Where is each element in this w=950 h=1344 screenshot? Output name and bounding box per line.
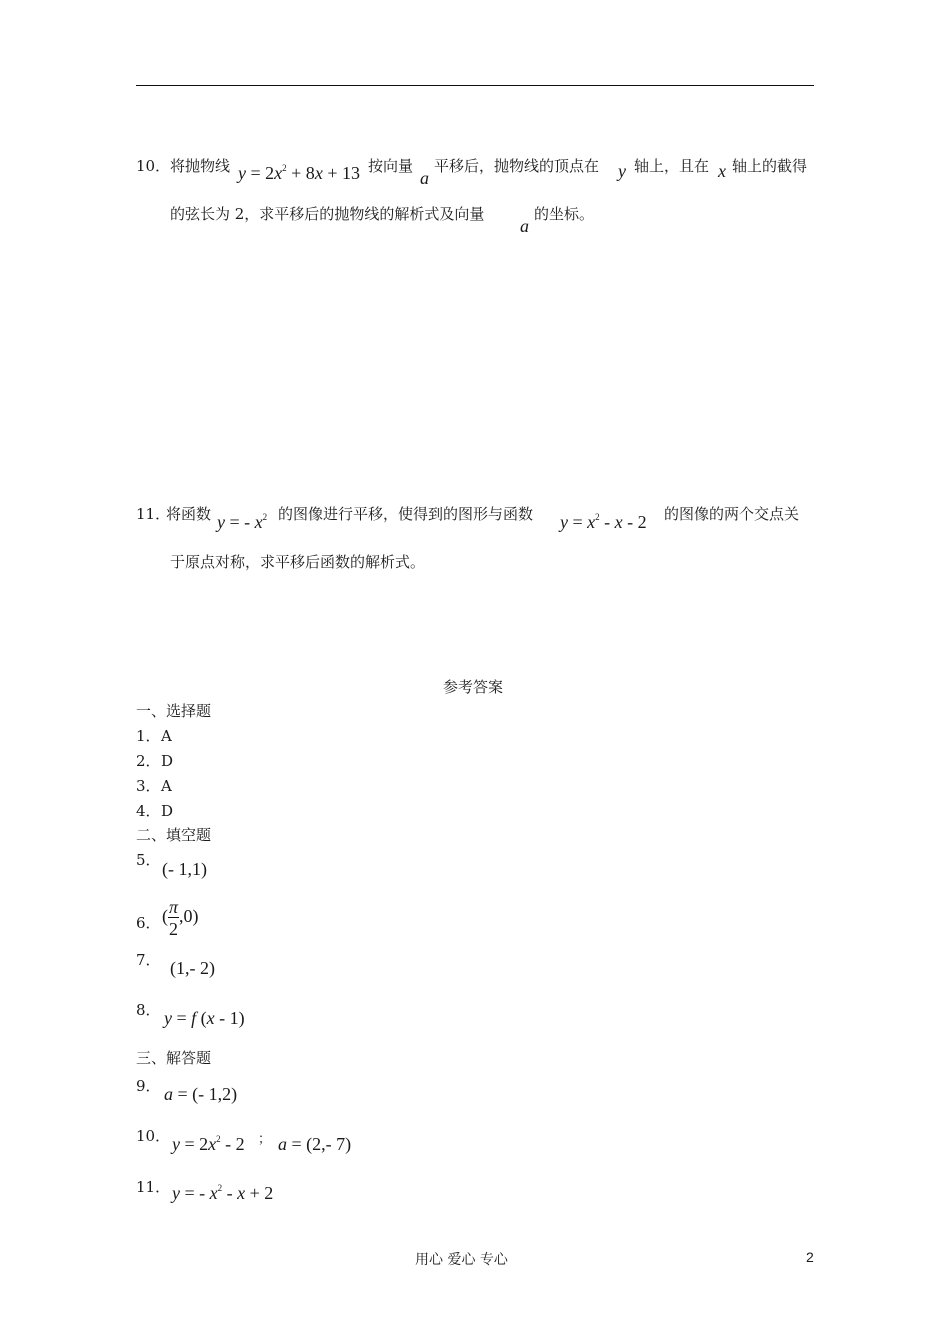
footer-slogan: 用心 爱心 专心 [415,1252,508,1268]
answer-4-number: 4． [136,802,161,820]
answer-4: D [161,802,174,820]
answer-9: a = (- 1,2) [164,1084,238,1104]
q10-line2-end: 的坐标。 [534,205,595,223]
answer-11-number: 11． [136,1178,171,1196]
answer-8: y = f (x - 1) [164,1008,245,1028]
answer-2-number: 2． [136,752,161,770]
answer-5-number: 5． [136,851,161,869]
section-fill-blank: 二、填空题 [136,826,212,844]
q10-equation: $y = 2x^2 + 8x + 13$ [238,163,360,183]
q10-text-c: 平移后，抛物线的顶点在 [434,157,600,175]
answer-10-number: 10． [136,1127,171,1145]
answer-10-equation: $y = 2x^2 - 2$ [172,1134,245,1154]
section-solutions: 三、解答题 [136,1049,212,1067]
answer-6 [162,898,199,938]
q11-equation-1: y = - $x^2$ [217,512,268,532]
q11-line2: 于原点对称，求平移后函数的解析式。 [170,553,426,571]
q10-text-e: 轴上的截得 [732,157,808,175]
q11-text-c: 的图像的两个交点关 [664,505,800,523]
q11-text-b: 的图像进行平移，使得到的图形与函数 [278,505,534,523]
q10-text-b: 按向量 [368,157,414,175]
answer-2: D [161,752,174,770]
answer-3: A [161,777,172,795]
answer-1: A [161,727,172,745]
q10-vector-a: a [420,168,429,188]
page-number: 2 [806,1249,814,1265]
answer-6-open: ( [162,906,168,927]
q11-number: 11． [136,505,171,523]
answer-7-number: 7． [136,951,161,969]
answer-6-close: ,0) [179,906,199,927]
answer-6-numerator: π [169,897,179,917]
header-rule [136,85,814,86]
q10-number: 10． [136,157,171,175]
answers-title: 参考答案 [443,678,504,696]
answer-6-fraction [168,898,179,938]
answer-5: (- 1,1) [162,859,207,879]
answer-6-denominator: 2 [169,919,179,939]
q11-text-a: 将函数 [166,505,212,523]
section-multiple-choice: 一、选择题 [136,702,212,720]
q10-x-var: x [718,161,726,181]
answer-10-separator: ； [258,1132,272,1147]
q10-text-d: 轴上，且在 [634,157,710,175]
answer-6-number: 6． [136,914,161,932]
answer-7: (1,- 2) [170,958,215,978]
q10-y-var: y [618,161,626,181]
answer-11: y = - $x^2 - x + 2$ [172,1183,274,1203]
answer-8-number: 8． [136,1001,161,1019]
answer-10-vector: a = (2,- 7) [278,1134,352,1154]
q11-equation-2: $y = x^2 - x - 2$ [560,512,647,532]
answer-9-number: 9． [136,1077,161,1095]
answer-3-number: 3． [136,777,161,795]
q10-line2-vector: a [520,216,529,236]
q10-line2-text: 的弦长为 2，求平移后的抛物线的解析式及向量 [170,205,485,223]
q10-text-a: 将抛物线 [170,157,231,175]
answer-1-number: 1． [136,727,161,745]
